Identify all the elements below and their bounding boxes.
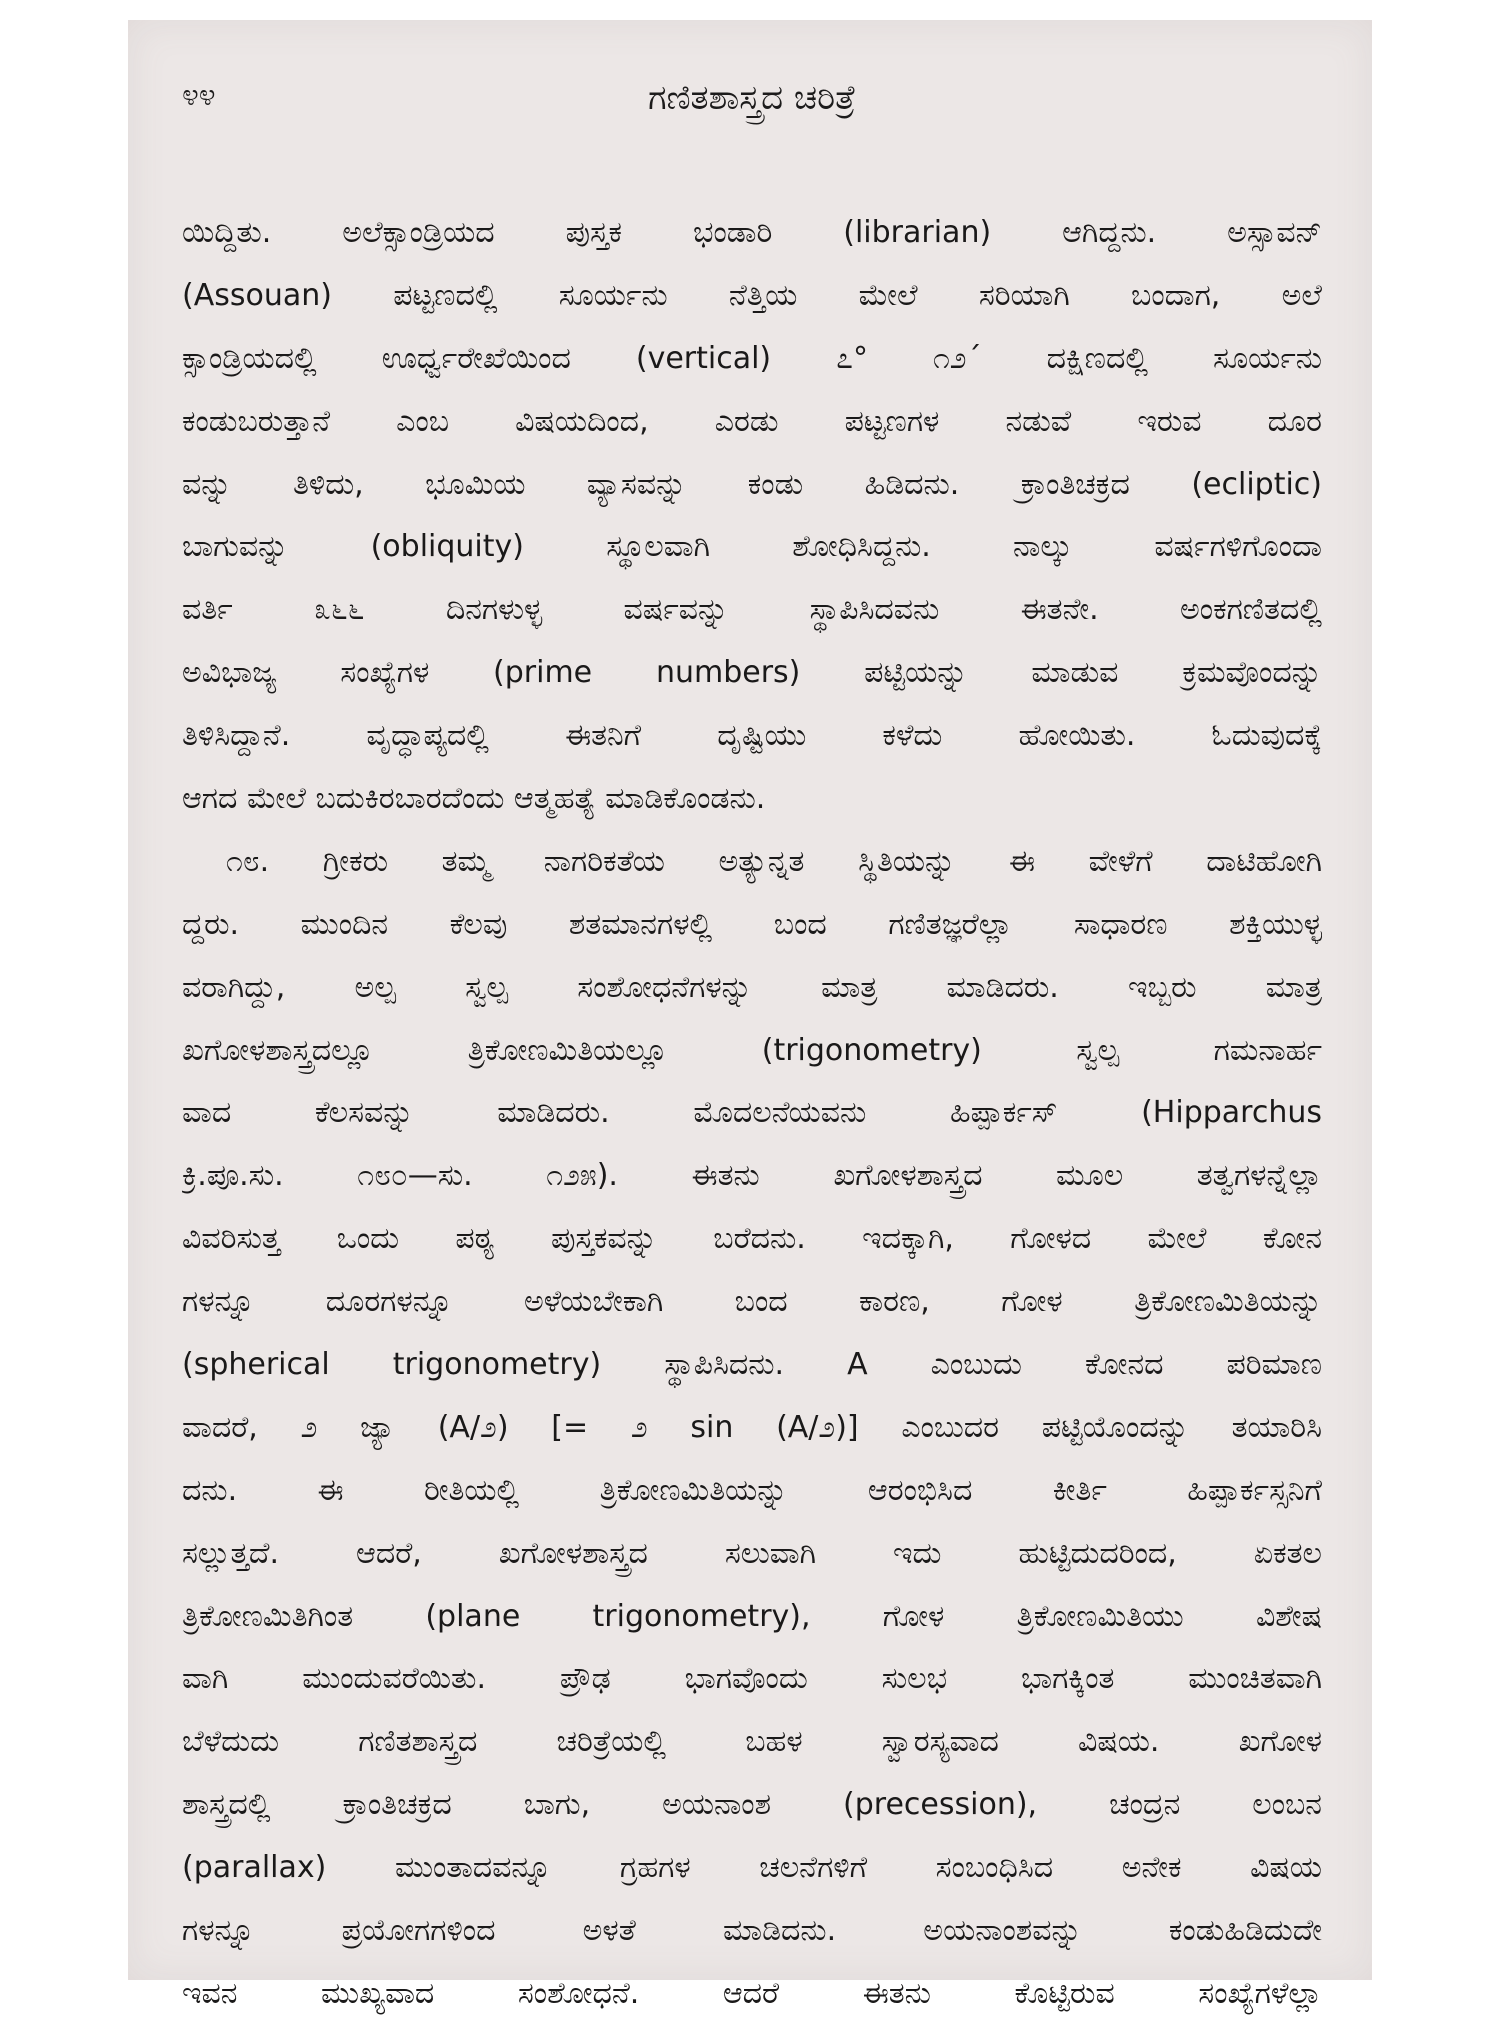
text-line: ಕ್ಸಾಂಡ್ರಿಯದಲ್ಲಿ ಊರ್ಧ್ವರೇಖೆಯಿಂದ (vertical) ೭° ೧೨´ ದಕ್ಷಿಣದಲ್ಲಿ ಸೂರ್ಯನು — [182, 340, 1322, 376]
paragraph-start-line: ೧೮. ಗ್ರೀಕರು ತಮ್ಮ ನಾಗರಿಕತೆಯ ಅತ್ಯುನ್ನತ ಸ್ಥಿತಿಯನ್ನು ಈ ವೇಳೆಗೆ ದಾಟಿಹೋಗಿ — [226, 843, 1322, 879]
text-line: ತಿಳಿಸಿದ್ದಾನೆ. ವೃದ್ಧಾಪ್ಯದಲ್ಲಿ ಈತನಿಗೆ ದೃಷ್ಟಿಯು ಕಳೆದು ಹೋಯಿತು. ಓದುವುದಕ್ಕೆ — [182, 718, 1322, 754]
text-line: ಬಾಗುವನ್ನು (obliquity) ಸ್ಥೂಲವಾಗಿ ಶೋಧಿಸಿದ್ದನು. ನಾಲ್ಕು ವರ್ಷಗಳಿಗೊಂದಾ — [182, 529, 1322, 565]
text-line: ದನು. ಈ ರೀತಿಯಲ್ಲಿ ತ್ರಿಕೋಣಮಿತಿಯನ್ನು ಆರಂಭಿಸಿದ ಕೀರ್ತಿ ಹಿಪ್ಪಾರ್ಕಸ್ಸನಿಗೆ — [182, 1472, 1322, 1508]
text-line: ಅವಿಭಾಜ್ಯ ಸಂಖ್ಯೆಗಳ (prime numbers) ಪಟ್ಟಿಯನ್ನು ಮಾಡುವ ಕ್ರಮವೊಂದನ್ನು — [182, 655, 1322, 691]
text-line: ವರಾಗಿದ್ದು, ಅಲ್ಪ ಸ್ವಲ್ಪ ಸಂಶೋಧನೆಗಳನ್ನು ಮಾತ್ರ ಮಾಡಿದರು. ಇಬ್ಬರು ಮಾತ್ರ — [182, 969, 1322, 1005]
text-line: ಸಲ್ಲುತ್ತದೆ. ಆದರೆ, ಖಗೋಳಶಾಸ್ತ್ರದ ಸಲುವಾಗಿ ಇದು ಹುಟ್ಟಿದುದರಿಂದ, ಏಕತಲ — [182, 1535, 1322, 1571]
text-line: (parallax) ಮುಂತಾದವನ್ನೂ ಗ್ರಹಗಳ ಚಲನೆಗಳಿಗೆ ಸಂಬಂಧಿಸಿದ ಅನೇಕ ವಿಷಯ — [182, 1850, 1322, 1886]
text-line: ಬೆಳೆದುದು ಗಣಿತಶಾಸ್ತ್ರದ ಚರಿತ್ರೆಯಲ್ಲಿ ಬಹಳ ಸ್ವಾರಸ್ಯವಾದ ವಿಷಯ. ಖಗೋಳ — [182, 1724, 1322, 1760]
text-line: ಗಳನ್ನೂ ಪ್ರಯೋಗಗಳಿಂದ ಅಳತೆ ಮಾಡಿದನು. ಅಯನಾಂಶವನ್ನು ಕಂಡುಹಿಡಿದುದೇ — [182, 1913, 1322, 1949]
text-line: ವನ್ನು ತಿಳಿದು, ಭೂಮಿಯ ವ್ಯಾಸವನ್ನು ಕಂಡು ಹಿಡಿದನು. ಕ್ರಾಂತಿಚಕ್ರದ (ecliptic) — [182, 466, 1322, 502]
page-number: ೪೪ — [182, 78, 216, 113]
text-line: ಇವನ ಮುಖ್ಯವಾದ ಸಂಶೋಧನೆ. ಆದರೆ ಈತನು ಕೊಟ್ಟಿರುವ ಸಂಖ್ಯೆಗಳೆಲ್ಲಾ — [182, 1975, 1322, 2011]
text-line: ತ್ರಿಕೋಣಮಿತಿಗಿಂತ (plane trigonometry), ಗೋಳ ತ್ರಿಕೋಣಮಿತಿಯು ವಿಶೇಷ — [182, 1598, 1322, 1634]
text-line: ದ್ದರು. ಮುಂದಿನ ಕೆಲವು ಶತಮಾನಗಳಲ್ಲಿ ಬಂದ ಗಣಿತಜ್ಞರೆಲ್ಲಾ ಸಾಧಾರಣ ಶಕ್ತಿಯುಳ್ಳ — [182, 906, 1322, 942]
running-title: ಗಣಿತಶಾಸ್ತ್ರದ ಚರಿತ್ರೆ — [648, 78, 856, 118]
text-line: ಖಗೋಳಶಾಸ್ತ್ರದಲ್ಲೂ ತ್ರಿಕೋಣಮಿತಿಯಲ್ಲೂ (trigonometry) ಸ್ವಲ್ಪ ಗಮನಾರ್ಹ — [182, 1032, 1322, 1068]
text-line: ವಾಗಿ ಮುಂದುವರೆಯಿತು. ಪ್ರೌಢ ಭಾಗವೊಂದು ಸುಲಭ ಭಾಗಕ್ಕಿಂತ ಮುಂಚಿತವಾಗಿ — [182, 1661, 1322, 1697]
book-page — [128, 20, 1372, 2011]
text-line: ವಾದರೆ, ೨ ಜ್ಯಾ (A/೨) [= ೨ sin (A/೨)] ಎಂಬುದರ ಪಟ್ಟಿಯೊಂದನ್ನು ತಯಾರಿಸಿ — [182, 1409, 1322, 1445]
text-line: ಕಂಡುಬರುತ್ತಾನೆ ಎಂಬ ವಿಷಯದಿಂದ, ಎರಡು ಪಟ್ಟಣಗಳ ನಡುವೆ ಇರುವ ದೂರ — [182, 403, 1322, 439]
text-line: ವಿವರಿಸುತ್ತ ಒಂದು ಪಠ್ಯ ಪುಸ್ತಕವನ್ನು ಬರೆದನು. ಇದಕ್ಕಾಗಿ, ಗೋಳದ ಮೇಲೆ ಕೋನ — [182, 1221, 1322, 1257]
text-line: ಗಳನ್ನೂ ದೂರಗಳನ್ನೂ ಅಳೆಯಬೇಕಾಗಿ ಬಂದ ಕಾರಣ, ಗೋಳ ತ್ರಿಕೋಣಮಿತಿಯನ್ನು — [182, 1284, 1322, 1320]
text-line: ಯಿದ್ದಿತು. ಅಲೆಕ್ಸಾಂಡ್ರಿಯದ ಪುಸ್ತಕ ಭಂಡಾರಿ (librarian) ಆಗಿದ್ದನು. ಅಸ್ಸಾವನ್ — [182, 215, 1322, 250]
text-line: ವರ್ತಿ ೩೬೬ ದಿನಗಳುಳ್ಳ ವರ್ಷವನ್ನು ಸ್ಥಾಪಿಸಿದವನು ಈತನೇ. ಅಂಕಗಣಿತದಲ್ಲಿ — [182, 592, 1322, 628]
page-header — [182, 78, 1322, 138]
text-line: (Assouan) ಪಟ್ಟಣದಲ್ಲಿ ಸೂರ್ಯನು ನೆತ್ತಿಯ ಮೇಲೆ ಸರಿಯಾಗಿ ಬಂದಾಗ, ಅಲೆ — [182, 277, 1322, 313]
text-line: ಶಾಸ್ತ್ರದಲ್ಲಿ ಕ್ರಾಂತಿಚಕ್ರದ ಬಾಗು, ಅಯನಾಂಶ (precession), ಚಂದ್ರನ ಲಂಬನ — [182, 1787, 1322, 1823]
text-line: ಕ್ರಿ.ಪೂ.ಸು. ೧೮೦—ಸು. ೧೨೫). ಈತನು ಖಗೋಳಶಾಸ್ತ್ರದ ಮೂಲ ತತ್ವಗಳನ್ನೆಲ್ಲಾ — [182, 1158, 1322, 1194]
body-text — [182, 202, 1322, 2026]
text-line: ಆಗದ ಮೇಲೆ ಬದುಕಿರಬಾರದೆಂದು ಆತ್ಮಹತ್ಯೆ ಮಾಡಿಕೊಂಡನು. — [182, 781, 766, 817]
text-line: ವಾದ ಕೆಲಸವನ್ನು ಮಾಡಿದರು. ಮೊದಲನೆಯವನು ಹಿಪ್ಪಾರ್ಕಸ್ (Hipparchus — [182, 1095, 1322, 1131]
text-line: (spherical trigonometry) ಸ್ಥಾಪಿಸಿದನು. A ಎಂಬುದು ಕೋನದ ಪರಿಮಾಣ — [182, 1347, 1322, 1383]
